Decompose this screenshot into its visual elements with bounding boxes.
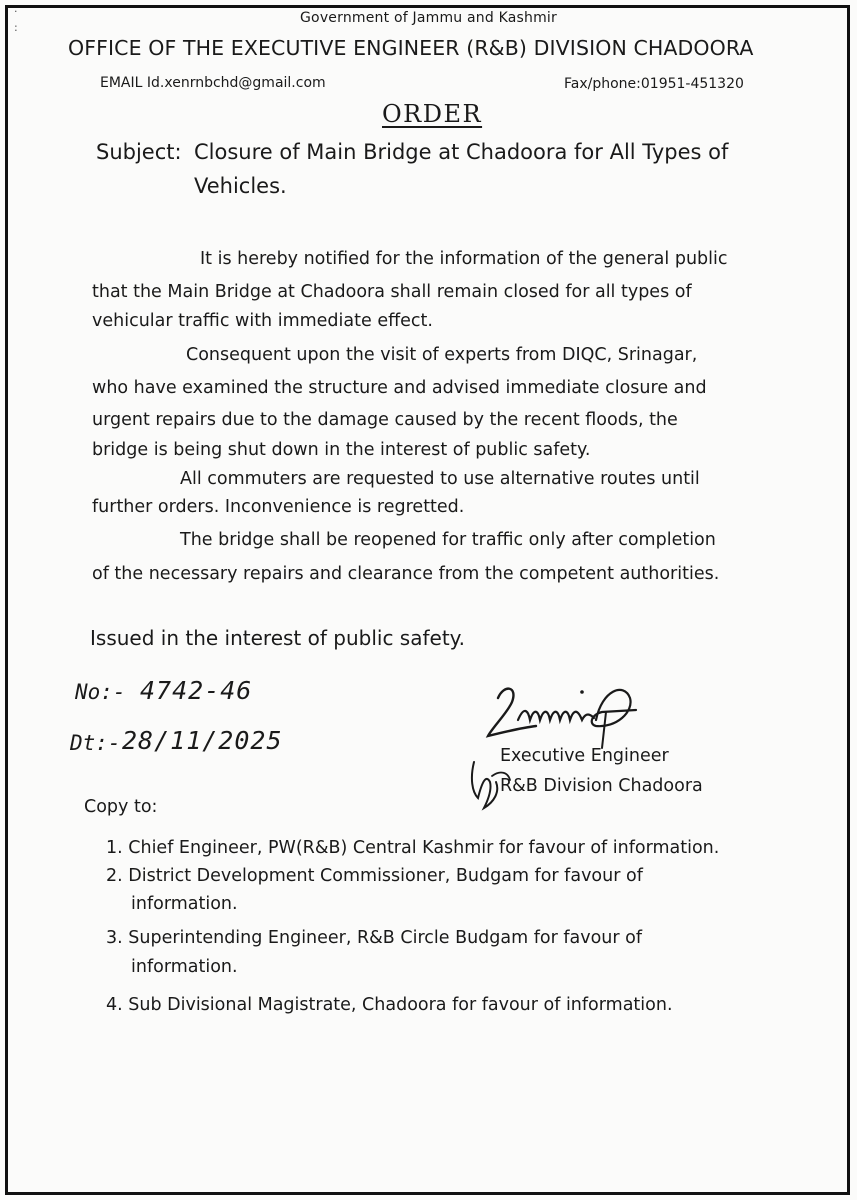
order-number-label: No:- bbox=[75, 680, 126, 704]
copy-to-item-3: 3. Superintending Engineer, R&B Circle Budgam for favour of bbox=[106, 928, 643, 948]
copy-to-item-2: 2. District Development Commissioner, Budgam for favour of bbox=[106, 866, 643, 886]
government-line: Government of Jammu and Kashmir bbox=[300, 10, 557, 26]
paragraph-3-line-2: further orders. Inconvenience is regretted. bbox=[92, 497, 465, 517]
fax-phone-line: Fax/phone:01951-451320 bbox=[564, 76, 744, 92]
subject-line-1: Closure of Main Bridge at Chadoora for All Types of bbox=[194, 140, 729, 164]
copy-to-item-3-continued: information. bbox=[131, 957, 238, 977]
signature-mark bbox=[484, 676, 640, 750]
order-date-value: 28/11/2025 bbox=[122, 726, 283, 755]
page-border bbox=[5, 5, 850, 1195]
office-title: OFFICE OF THE EXECUTIVE ENGINEER (R&B) DIVISION CHADOORA bbox=[68, 36, 754, 60]
signatory-division: R&B Division Chadoora bbox=[500, 776, 703, 796]
copy-to-item-1: 1. Chief Engineer, PW(R&B) Central Kashmir for favour of information. bbox=[106, 838, 720, 858]
paragraph-3-line-1: All commuters are requested to use alternative routes until bbox=[180, 469, 700, 489]
paragraph-4-line-1: The bridge shall be reopened for traffic only after completion bbox=[180, 530, 716, 550]
margin-marks: · : bbox=[14, 5, 18, 34]
copy-to-item-2-continued: information. bbox=[131, 894, 238, 914]
subject-label: Subject: bbox=[96, 140, 182, 164]
subject-line-2: Vehicles. bbox=[194, 174, 287, 198]
paragraph-2-line-1: Consequent upon the visit of experts from DIQC, Srinagar, bbox=[186, 345, 698, 365]
issued-statement: Issued in the interest of public safety. bbox=[90, 626, 465, 650]
paragraph-2-line-2: who have examined the structure and advised immediate closure and bbox=[92, 378, 707, 398]
paragraph-2-line-4: bridge is being shut down in the interest of public safety. bbox=[92, 440, 591, 460]
order-title: ORDER bbox=[382, 100, 483, 128]
paragraph-1-line-3: vehicular traffic with immediate effect. bbox=[92, 311, 433, 331]
paragraph-2-line-3: urgent repairs due to the damage caused by the recent floods, the bbox=[92, 410, 678, 430]
order-date-label: Dt:- bbox=[70, 731, 121, 755]
paragraph-4-line-2: of the necessary repairs and clearance from the competent authorities. bbox=[92, 564, 720, 584]
order-number-value: 4742-46 bbox=[140, 676, 253, 705]
signatory-title: Executive Engineer bbox=[500, 746, 669, 766]
copy-to-item-4: 4. Sub Divisional Magistrate, Chadoora for favour of information. bbox=[106, 995, 673, 1015]
email-line: EMAIL Id.xenrnbchd@gmail.com bbox=[100, 75, 326, 91]
paragraph-1-line-2: that the Main Bridge at Chadoora shall remain closed for all types of bbox=[92, 282, 692, 302]
paragraph-1-line-1: It is hereby notified for the information of the general public bbox=[200, 249, 728, 269]
copy-to-label: Copy to: bbox=[84, 797, 158, 817]
